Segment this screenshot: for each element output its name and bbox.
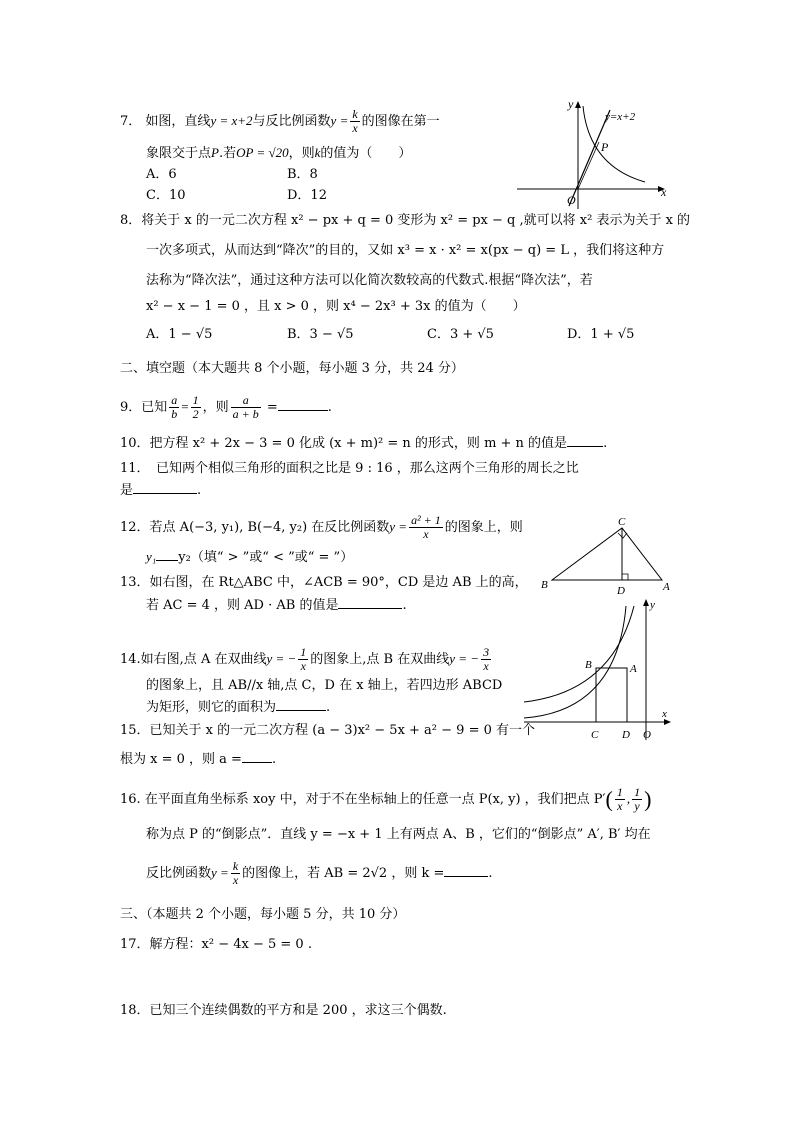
q13-label-a: A [663,581,670,593]
q18-line: 18．已知三个连续偶数的平方和是 200 ，求这三个偶数. [120,1003,447,1018]
q13-right-angle-d [622,574,628,580]
q7-option-b: B．8 [287,167,318,182]
q8-line3: 法称为“降次法”，通过这种方法可以化简次数较高的代数式.根据“降次法”，若 [146,273,593,288]
q9-answer-blank[interactable] [278,398,328,411]
q10-answer-blank[interactable] [567,434,603,447]
q7-op-segment [578,142,599,189]
q8-line2: 一次多项式，从而达到“降次”的目的，又如 x³ = x · x² = x(px − q) = L ，我们将这种方 [146,243,665,258]
q14-frac2: $\frac{3}{x}$ [483,645,490,673]
q7-option-c: C．10 [146,188,186,203]
q15-answer-blank[interactable] [242,750,272,763]
q14-label-o: O [643,729,651,741]
q8-line1: 8．将关于 x 的一元二次方程 x² − px + q = 0 变形为 x² = px − q ,就可以将 x² 表示为关于 x 的 [120,213,691,228]
q7-label-line: y=x+2 [605,111,636,123]
q9-frac-target: $\frac{a}{a + b}$ [232,393,259,421]
q16-fraction: $\frac{k}{x}$ [232,859,239,887]
q13-line1: 13．如右图，在 Rt△ABC 中，∠ACB = 90°，CD 是边 AB 上的高， [120,575,528,590]
q7-label-p: P [601,140,609,154]
q11-line1: 11． 已知两个相似三角形的面积之比是 9 : 16 ，那么这两个三角形的周长之比 [120,461,579,476]
q12-line1: 12．若点 A(−3, y₁), B(−4, y₂) 在反比例函数y = $\frac{\text{a² + 1}}{x}$ 的图象上，则 [120,513,523,541]
q14-label-a: A [630,663,637,675]
q7-label-o: O [567,193,576,207]
q14-label-d: D [622,729,630,741]
q14-figure [522,596,672,742]
q7-line1: 7． 如图，直线y = x+2与反比例函数y = $\frac{k}{x}$ 的图像在第一 [120,107,440,135]
q13-label-b: B [541,579,548,591]
q17-line: 17．解方程：x² − 4x − 5 = 0 . [120,937,312,952]
q7-graph [515,96,675,211]
q13-label-d: D [617,585,625,597]
q14-label-x: x [662,708,667,720]
q14-y-arrow [643,599,649,606]
q16-frac-y: $\frac{1}{y}$ [634,785,641,813]
q13-triangle [552,528,662,580]
q12-fraction: $\frac{\text{a² + 1}}{x}$ [411,513,441,541]
q16-line2: 称为点 P 的“倒影点”．直线 y = −x + 1 上有两点 A、B ，它们的“倒影点” A′, B′ 均在 [146,827,651,842]
q10-line: 10．把方程 x² + 2x − 3 = 0 化成 (x + m)² = n 的形式，则 m + n 的值是 . [120,436,608,451]
q13-line2: 若 AC = 4 ，则 AD · AB 的值是 . [146,598,407,613]
q14-line1: 14.如右图,点 A 在双曲线y = − $\frac{1}{x}$ 的图象上,点 B 在双曲线y = − $\frac{3}{x}$ [120,645,490,673]
q8-line4: x² − x − 1 = 0 ，且 x > 0 ，则 x⁴ − 2x³ + 3x 的值为（ ） [146,299,526,314]
q14-label-c: C [591,729,599,741]
q13-answer-blank[interactable] [338,596,402,609]
q14-curve-inner [524,606,626,718]
q16-line1: 16. 在平面直角坐标系 xoy 中，对于不在坐标轴上的任意一点 P(x, y) ，我们把点 P′( $\frac{1}{x}$ , $\frac{1}{y}$ ) [120,785,652,813]
q7-fraction: $\frac{k}{x}$ [352,107,358,135]
q13-figure [538,514,678,598]
q7-option-d: D．12 [287,188,327,203]
q9-frac-ab: $\frac{a}{b}$ [171,393,178,421]
q14-answer-blank[interactable] [276,698,326,711]
q13-label-c: C [618,516,626,528]
q14-curve-outer [524,606,634,702]
q7-option-a: A．6 [146,167,177,182]
q11-line2: 是 . [120,483,202,498]
q7-y-arrow [575,101,581,108]
q11-answer-blank[interactable] [133,481,197,494]
q14-line3: 为矩形，则它的面积为 . [146,700,331,715]
q16-answer-blank[interactable] [444,864,488,877]
q7-line2: 象限交于点P.若OP = √20，则k的值为（ ） [146,145,412,161]
q9-frac-half: $\frac{1}{2}$ [192,393,199,421]
section3-heading: 三、（本题共 2 个小题，每小题 5 分，共 10 分） [120,907,406,922]
q12-line2: y₁ y₂（填“ > ”或“ < ”或“ = ”） [146,549,354,565]
section2-heading: 二、填空题（本大题共 8 个小题，每小题 3 分，共 24 分） [120,361,464,376]
q15-line2: 根为 x = 0 ，则 a = . [120,752,277,767]
q14-label-y: y [650,599,655,611]
q16-line3: 反比例函数y = $\frac{k}{x}$ 的图像上，若 AB = 2√2 ，则 k = . [146,859,493,887]
q7-label-y: y [568,97,574,111]
q14-rectangle [596,668,627,722]
q8-option-d: D．1 + √5 [567,327,635,342]
q8-option-b: B．3 − √5 [287,327,354,342]
q14-frac1: $\frac{1}{x}$ [300,645,307,673]
q15-line1: 15．已知关于 x 的一元二次方程 (a − 3)x² − 5x + a² − 9 = 0 有一个 [120,723,536,738]
q8-option-c: C．3 + √5 [427,327,494,342]
q8-option-a: A．1 − √5 [146,327,213,342]
q16-frac-x: $\frac{1}{x}$ [616,785,623,813]
q12-answer-blank[interactable] [156,548,178,561]
q7-label-x: x [661,185,667,199]
q14-line2: 的图象上，且 AB//x 轴,点 C，D 在 x 轴上，若四边形 ABCD [146,678,503,693]
q9-line: 9．已知 $\frac{a}{b}$ = $\frac{1}{2}$ ，则 $\frac{a}{a + b}$ = . [120,393,332,421]
q14-label-b: B [585,659,592,671]
